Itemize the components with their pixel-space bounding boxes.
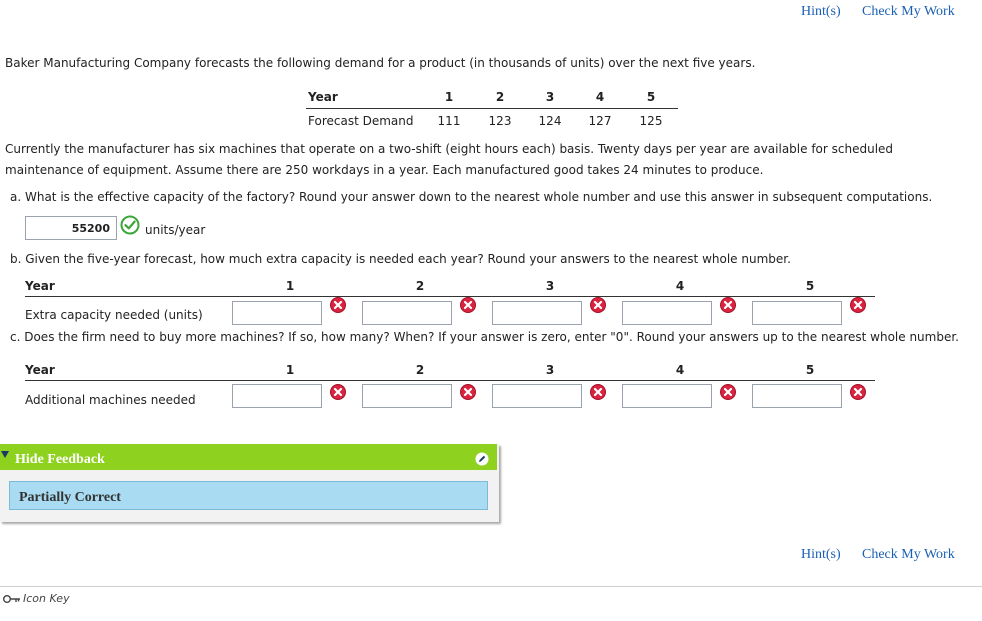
b-year-3: 3 [545,279,555,293]
incorrect-x-icon [850,384,866,400]
check-my-work-link-top[interactable]: Check My Work [862,4,955,19]
additional-machines-label: Additional machines needed [25,393,196,407]
footer-divider [0,586,982,587]
feedback-status-box [9,481,488,510]
incorrect-x-icon [850,297,866,313]
problem-paragraph-line2: maintenance of equipment. Assume there are 250 workdays in a year. Each manufactured good takes 24 minutes to produce. [5,163,764,177]
hide-feedback-toggle[interactable] [0,444,497,470]
problem-paragraph-line1: Currently the manufacturer has six machines that operate on a two-shift (eight hours each) basis. Twenty days per year are available for scheduled [5,142,894,156]
c-year-2: 2 [415,363,425,377]
extra-capacity-input-5[interactable] [752,301,842,325]
machines-input-5[interactable] [752,384,842,408]
c-year-4: 4 [675,363,685,377]
capacity-answer-input[interactable]: 55200 [25,216,117,240]
question-b-text: b. Given the five-year forecast, how much extra capacity is needed each year? Round your answers to the nearest whole number. [10,252,791,266]
incorrect-x-icon [330,297,346,313]
b-year-header: Year [25,279,55,293]
b-year-1: 1 [285,279,295,293]
forecast-demand-1: 111 [437,114,461,128]
b-year-4: 4 [675,279,685,293]
capacity-unit-label: units/year [145,223,206,237]
machines-input-1[interactable] [232,384,322,408]
correct-check-icon [120,215,140,235]
forecast-demand-3: 124 [538,114,562,128]
c-table-divider [25,380,875,381]
hide-feedback-label: Hide Feedback [15,452,105,467]
b-table-divider [25,296,875,297]
machines-input-2[interactable] [362,384,452,408]
forecast-table [306,88,678,132]
forecast-divider [306,108,678,109]
question-c-text: c. Does the firm need to buy more machines? If so, how many? When? If your answer is zero, enter "0". Round your answers up to the nearest whole number. [10,330,959,344]
incorrect-x-icon [460,297,476,313]
forecast-year-header: Year [308,90,338,104]
b-year-5: 5 [805,279,815,293]
c-year-3: 3 [545,363,555,377]
forecast-demand-2: 123 [488,114,512,128]
c-year-1: 1 [285,363,295,377]
edit-pencil-icon[interactable] [475,452,489,466]
extra-capacity-label: Extra capacity needed (units) [25,308,203,322]
forecast-year-2: 2 [495,90,505,104]
machines-input-3[interactable] [492,384,582,408]
forecast-demand-4: 127 [588,114,612,128]
hint-link-top[interactable]: Hint(s) [801,4,841,19]
check-my-work-link-bottom[interactable]: Check My Work [862,547,955,562]
incorrect-x-icon [460,384,476,400]
collapse-arrow-icon [1,451,9,458]
b-year-2: 2 [415,279,425,293]
incorrect-x-icon [720,384,736,400]
extra-capacity-input-4[interactable] [622,301,712,325]
incorrect-x-icon [330,384,346,400]
icon-key-label: Icon Key [23,592,70,605]
forecast-year-5: 5 [646,90,656,104]
forecast-year-3: 3 [545,90,555,104]
question-a-text: a. What is the effective capacity of the factory? Round your answer down to the nearest whole number and use this answer in subsequent computations. [10,190,933,204]
feedback-status-text: Partially Correct [19,490,121,505]
forecast-demand-5: 125 [639,114,663,128]
extra-capacity-input-2[interactable] [362,301,452,325]
c-year-header: Year [25,363,55,377]
feedback-panel [0,444,499,522]
extra-capacity-input-1[interactable] [232,301,322,325]
forecast-year-1: 1 [444,90,454,104]
incorrect-x-icon [720,297,736,313]
key-icon [3,594,21,604]
extra-capacity-input-3[interactable] [492,301,582,325]
incorrect-x-icon [590,384,606,400]
forecast-year-4: 4 [595,90,605,104]
c-year-5: 5 [805,363,815,377]
incorrect-x-icon [590,297,606,313]
intro-text: Baker Manufacturing Company forecasts the following demand for a product (in thousands of units) over the next five years. [5,56,756,70]
forecast-demand-label: Forecast Demand [308,114,414,128]
hint-link-bottom[interactable]: Hint(s) [801,547,841,562]
machines-input-4[interactable] [622,384,712,408]
